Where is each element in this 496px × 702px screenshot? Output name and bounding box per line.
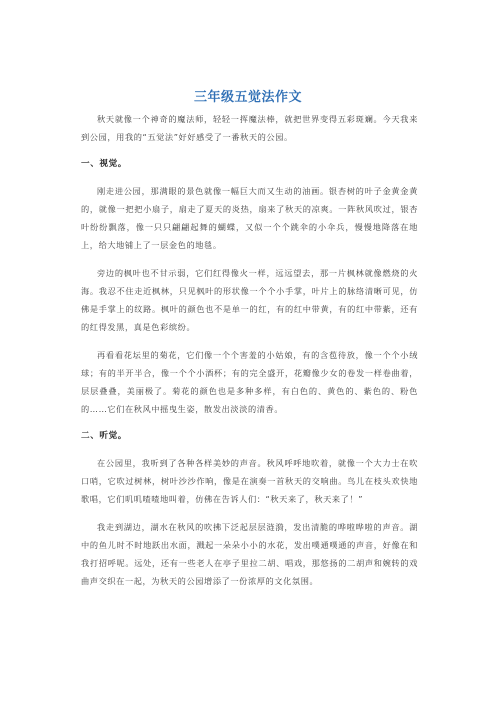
document-body	[81, 110, 418, 600]
auditory-paragraph-1: 在公园里，我听到了各种各样美妙的声音。秋风呼呼地吹着，就像一个大力士在吹口哨，它吹过树林，树叶沙沙作响，像是在演奏一首秋天的交响曲。鸟儿在枝头欢快地歌唱，它们叽叽喳喳地叫着，仿佛在告诉人们：“秋天来了，秋天来了！”	[81, 458, 418, 504]
intro-paragraph: 秋天就像一个神奇的魔法师，轻轻一挥魔法棒，就把世界变得五彩斑斓。今天我来到公园，用我的“五觉法”好好感受了一番秋天的公园。	[81, 114, 418, 142]
visual-paragraph-1: 刚走进公园，那满眼的景色就像一幅巨大而又生动的油画。银杏树的叶子金黄金黄的，就像一把把小扇子，扇走了夏天的炎热，扇来了秋天的凉爽。一阵秋风吹过，银杏叶纷纷飘落，像一只只翩翩起舞的蝴蝶，又似一个个跳伞的小伞兵，慢慢地降落在地上，给大地铺上了一层金色的地毯。	[81, 186, 418, 250]
section-heading-visual: 一、视觉。	[81, 159, 127, 169]
visual-paragraph-2: 旁边的枫叶也不甘示弱，它们红得像火一样，远远望去，那一片枫林就像燃烧的火海。我忍不住走近枫林，只见枫叶的形状像一个个小手掌，叶片上的脉络清晰可见，仿佛是手掌上的纹路。枫叶的颜色也不是单一的红，有的红中带黄，有的红中带紫，还有的红得发黑，真是色彩缤纷。	[81, 268, 418, 332]
document-title: 三年级五觉法作文	[193, 90, 302, 105]
auditory-paragraph-2: 我走到湖边，湖水在秋风的吹拂下泛起层层涟漪，发出清脆的哗啦哗啦的声音。湖中的鱼儿时不时地跃出水面，溅起一朵朵小小的水花，发出噗通噗通的声音，好像在和我打招呼呢。远处，还有一些老人在亭子里拉二胡、唱戏，那悠扬的二胡声和婉转的戏曲声交织在一起，为秋天的公园增添了一份浓厚的文化氛围。	[81, 522, 418, 586]
visual-paragraph-3: 再看看花坛里的菊花，它们像一个个害羞的小姑娘，有的含苞待放，像一个个小绒球；有的半开半合，像一个个小酒杯；有的完全盛开，花瓣像少女的卷发一样卷曲着，层层叠叠，美丽极了。菊花的颜色也是多种多样，有白色的、黄色的、紫色的、粉色的……它们在秋风中摇曳生姿，散发出淡淡的清香。	[81, 350, 418, 414]
section-heading-auditory: 二、听觉。	[81, 431, 127, 441]
